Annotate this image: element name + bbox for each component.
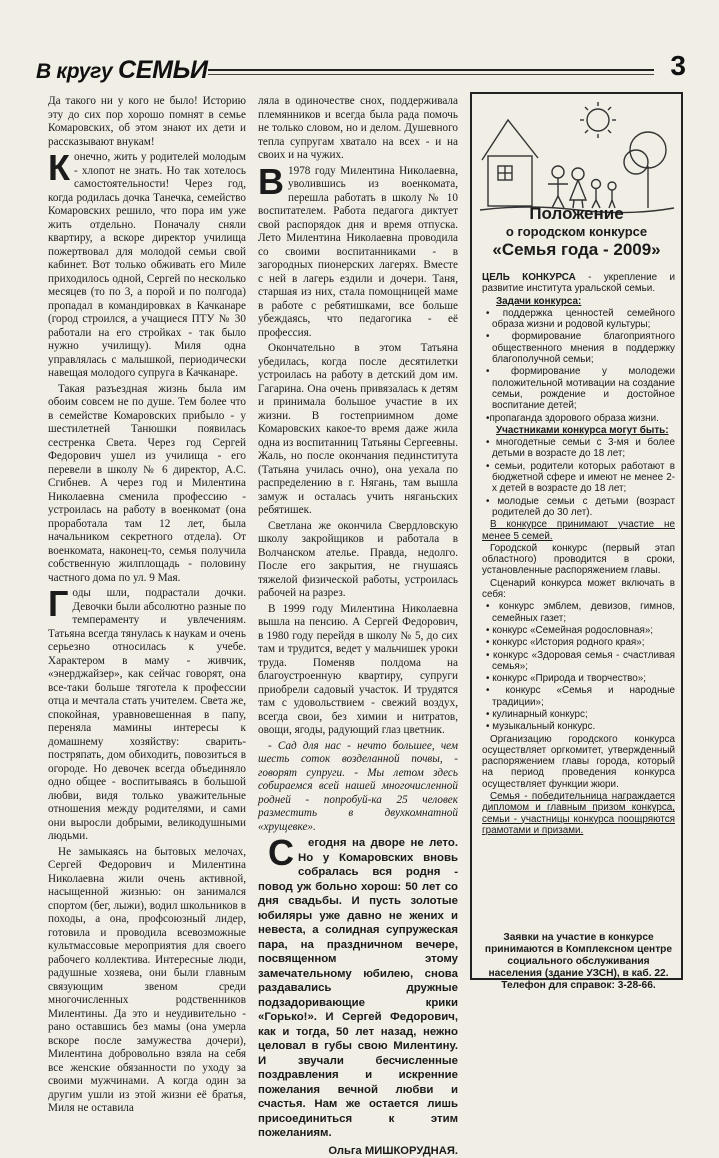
paragraph: Да такого ни у кого не было! Историю эту до сих пор хорошо помнят в семье Комаровских, об этом знают их дети и рассказывают внукам! [48,95,246,149]
list-item: • конкурс «История родного края»; [482,637,675,648]
box-title: Положение [472,204,681,224]
drop-cap: В [258,167,284,197]
paragraph: Конечно, жить у родителей молодым - хлопот не знать. Но так хотелось самостоятельности! Через год, когда родилась дочка Танечка, семейство Комаровских решило, что пора им уже жить отдельно. Поначалу сняли квартиру, а вскоре директор училища пожертвовал для молодой семьи свой кабинет. Вот только обживать его Миле приходилось одной, Сергей по несколько месяцев (то по 3, а порой и по полгода) пропадал в командировках в Качканаре (город строился, а учащиеся ПТУ № 30 работали на его стройках - так было нужно училищу). Миля одна управлялась с малышкой, периодически навещая молодого супруга в Качканаре. [48,151,246,381]
paragraph: В 1999 году Милентина Николаевна вышла на пенсию. А Сергей Федорович, в 1980 году перейдя в школу № 5, до сих там и трудится, ведет у мальчишек уроки труда. Поменяв полдома на благоустроенную квартиру, супруги приобрели садовый участок. И трудятся там с удовольствием - свежий воздух, всегда свои, без химии и нитратов, овощи, ягоды, радующий глаз цветник. [258,603,458,738]
scenario-paragraph: Сценарий конкурса может включать в себя: [482,578,675,601]
article-column-1 [48,95,246,985]
drop-cap: К [48,153,70,183]
section-title: В кругу СЕМЬИ [36,56,208,85]
paragraph: Не замыкаясь на бытовых мелочах, Сергей Федорович и Милентина Николаевна жили очень активной, насыщенной жизнью: он занимался спортом (бег, лыжи), водил школьников в походы, а она, профсоюзный лидер, готовила и проводила всевозможные культмассовые мероприятия для своего рабочего коллектива. Интересные люди, радушные хозяева, они были главным связующим звеном среди многочисленных родственников Милентины. Да это и неудивительно - рано оставшись без мамы (она умерла вскоре после замужества дочери), Милентина добровольно взяла на себя все женские обязанности по уходу за своими мужчинами. А когда один за другим ушли из этой жизни её братья, Миля не оставила [48,846,246,1116]
paragraph: Светлана же окончила Свердловскую школу закройщиков и работала в Волчанском ателье. Правда, недолго. После его закрытия, не гнушаясь тяжелой физической работы, устроилась рабочей на разрез. [258,520,458,601]
author-signature: Ольга МИШКОРУДНАЯ. [258,1145,458,1158]
paragraph: Окончательно в этом Татьяна убедилась, когда после десятилетки устроилась на работу в детский дом им. Гагарина. Она очень привязалась к детям и принимала большое участие в их жизни. В гостеприимном доме Комаровских какое-то время даже жила одна из воспитанниц Татьяны Сергеевны. Жаль, но после окончания пединститута (Татьяна училась очно), она уехала по распределению в г. Нягань, там вышла замуж и осталась учить няганьских ребятишек. [258,342,458,518]
tasks-heading: Задачи конкурса: [496,296,675,307]
winner-paragraph: Семья - победительница награждается дипломом и главным призом конкурса, семьи - участницы конкурса поощряются грамотами и призами. [482,791,675,836]
paragraph: ляла в одиночестве снох, поддерживала племянников и всегда была рада помочь не только словом, но и делом. Душевного тепла супругам хватало на всех - и на своих и на чужих. [258,95,458,163]
list-item: • поддержка ценностей семейного образа жизни и родовой культуры; [482,308,675,331]
applications-note: Заявки на участие в конкурсе принимаются в Комплексном центре социального обслуживания населения (здание УЗСН), в каб. 22. [482,932,675,980]
paragraph: В 1978 году Милентина Николаевна, уволившись из военкомата, перешла работать в школу № 10 воспитателем. Работа педагога диктует свой распорядок дня и время отпуска. Лето Милентина Николаевна проводила со своими воспитанниками - в загородных пионерских лагерях. Вместе с ней в лагерь ездили и дочери. Таня, старшая из них, стала помощницей маме в работе с ребятишками, все больше убеждаясь, что педагогика - её профессия. [258,165,458,341]
list-item: • конкурс «Семейная родословная»; [482,625,675,636]
header-rule [208,69,654,71]
drop-cap: Г [48,589,68,619]
quote-paragraph: - Сад для нас - нечто большее, чем шесть соток возделанной почвы, - говорят супруги. - Мы летом здесь собираемся всей нашей многочисленной родней - попробуй-ка 25 человек разместить в двухкомнатной «хрущевке». [258,740,458,835]
participants-heading: Участниками конкурса могут быть: [496,425,675,436]
goal-paragraph: ЦЕЛЬ КОНКУРСА - укрепление и развитие института уральской семьи. [482,272,675,295]
contest-regulations-box [470,92,683,980]
page-header [36,54,686,88]
min-families-note: В конкурсе принимают участие не менее 5 семей. [482,519,675,542]
list-item: •пропаганда здорового образа жизни. [482,413,675,424]
list-item: • конкурс «Семья и народные традиции»; [482,685,675,708]
paragraph: С егодня на дворе не лето. Но у Комаровских вновь собралась вся родня - повод уж больно хорош: 50 лет со дня свадьбы. И пусть золотые юбиляры уже давно не жених и невеста, а солидная супружеская пара, на праздничном вечере, посвященном этому замечательному юбилею, снова раздавались дружные подзадоривающие крики «Горько!». И Сергей Федорович, как и тогда, 50 лет назад, нежно целовал в губы свою Милентину. И звучали бесчисленные поздравления и искренние пожелания вечной любви и счастья. Нам же остается лишь присоединиться к этим пожеланиям. [258,836,458,1141]
box-footer [482,932,675,992]
list-item: • многодетные семьи с 3-мя и более детьми в возрасте до 18 лет; [482,437,675,460]
list-item: • кулинарный конкурс; [482,709,675,720]
paragraph: Годы шли, подрастали дочки. Девочки были абсолютно разные по темпераменту и увлечениям. Татьяна всегда тянулась к наукам и очень серьезно относилась к учебе. Характером в маму - живчик, «энерджайзер», как сейчас говорят, она все-таки больше тяготела к профессии отца и мечтала стать учителем. Света же, спокойная, уравновешенная в папу, переняла мамины интересы к домашнему хозяйству: сварить-постряпать, дом обиходить, повозиться в огороде. Но девочек всегда объединяло одно общее - воспитываясь в большой любви, видя только уважительные отношения между родителями, и сами они выросли добрыми, великодушными людьми. [48,587,246,844]
box-body [482,272,675,837]
stages-paragraph: Городской конкурс (первый этап областного) проводится в сроки, установленные распоряжением главы. [482,543,675,577]
contest-name: «Семья года - 2009» [472,240,681,260]
paragraph: Такая разъездная жизнь была им обоим совсем не по душе. Тем более что в семействе Комаровских прибыло - у шестилетней Танюшки появилась сестренка Света. Через год Сергей Федорович ушел из училища - его перевели в школу № 6 директор, А.С. Сгибнев. А через год и Милентина Николаевна сменила профессию - устроилась на работу в военкомат (она проработала там 12 лет, была начальником секретного отдела). От военкомата, наконец-то, семья получила собственную жилплощадь - половину частного дома по ул. 9 Мая. [48,383,246,586]
list-item: • формирование благоприятного общественного мнения в поддержку благополучной семьи; [482,331,675,365]
list-item: • молодые семьи с детьми (возраст родителей до 30 лет). [482,496,675,519]
list-item: • музыкальный конкурс. [482,721,675,732]
list-item: • конкурс эмблем, девизов, гимнов, семейных газет; [482,601,675,624]
list-item: • конкурс «Здоровая семья - счастливая семья»; [482,650,675,673]
drop-cap: С [258,838,294,868]
page-number: 3 [670,50,686,82]
list-item: • формирование у молодежи положительной мотивации на создание семьи, рождение и достойное воспитание детей; [482,366,675,411]
article-column-2 [258,95,458,985]
phone-note: Телефон для справок: 3-28-66. [482,980,675,992]
box-subtitle: о городском конкурсе [472,224,681,239]
list-item: • семьи, родители которых работают в бюджетной сфере и имеют не менее 2-х детей в возрасте до 18 лет; [482,461,675,495]
organization-paragraph: Организацию городского конкурса осуществляет оргкомитет, утвержденный распоряжением главы города, который на период проведения конкурса осуществляет функции жюри. [482,734,675,790]
list-item: • конкурс «Природа и творчество»; [482,673,675,684]
header-rule-thin [208,74,654,75]
